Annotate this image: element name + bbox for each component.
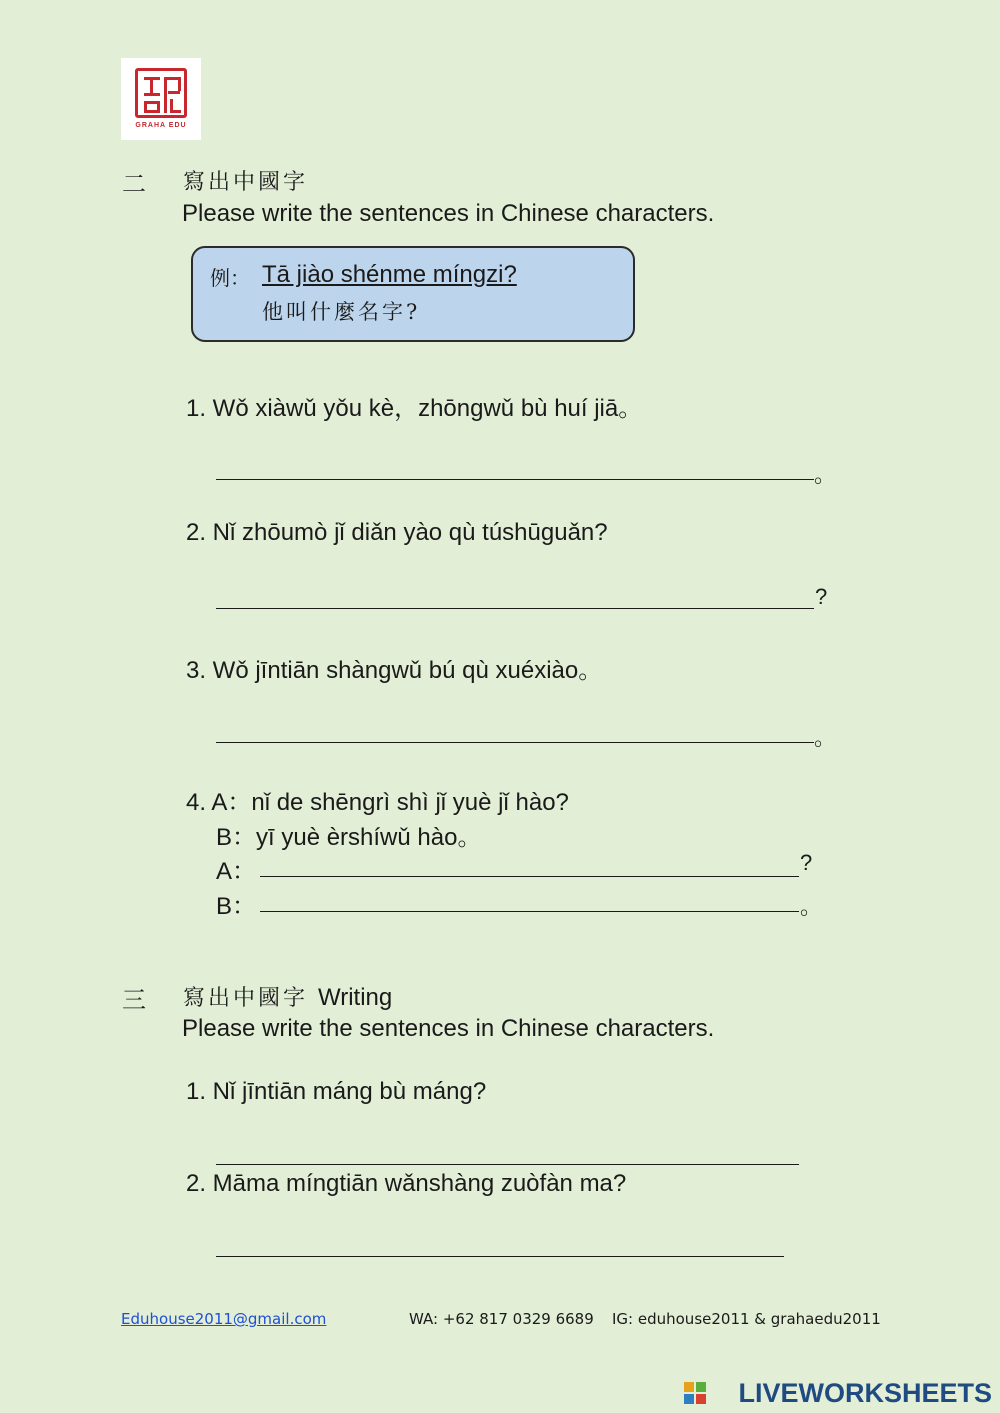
section-3-title-zh: 寫出中國字 [183, 986, 309, 1011]
writing-answer-line-2[interactable] [216, 1256, 784, 1257]
answer-line-1[interactable] [216, 479, 814, 480]
example-hanzi: 他叫什麼名字? [262, 300, 421, 324]
footer-email-link[interactable]: Eduhouse2011@gmail.com [121, 1310, 327, 1328]
question-4-line-b: B：yī yuè èrshíwǔ hào。 [216, 824, 482, 851]
writing-answer-line-1[interactable] [216, 1164, 799, 1165]
example-label: 例： [210, 266, 250, 290]
writing-question-1: 1. Nǐ jīntiān máng bù máng? [186, 1078, 487, 1105]
seal-icon [135, 68, 187, 118]
section-2-instruction: Please write the sentences in Chinese characters. [182, 200, 715, 227]
graha-edu-logo [121, 58, 201, 140]
question-1: 1. Wǒ xiàwǔ yǒu kè，zhōngwǔ bù huí jiā。 [186, 395, 643, 422]
answer-2-end: ? [815, 584, 828, 609]
section-2-title: 寫出中國字 [183, 170, 309, 195]
question-4-line-a: 4. A：nǐ de shēngrì shì jǐ yuè jǐ hào? [186, 789, 569, 816]
answer-line-4a[interactable] [260, 876, 799, 877]
liveworksheets-icon [684, 1382, 706, 1404]
answer-1-end: 。 [814, 462, 837, 487]
question-3: 3. Wǒ jīntiān shàngwǔ bú qù xuéxiào。 [186, 657, 603, 684]
footer-whatsapp: WA: +62 817 0329 6689 [409, 1310, 594, 1328]
section-2-number: 二 [122, 170, 146, 198]
section-3-instruction: Please write the sentences in Chinese characters. [182, 1015, 715, 1042]
section-3-number: 三 [122, 986, 146, 1014]
answer-4b-end: 。 [800, 894, 823, 919]
writing-question-2: 2. Māma míngtiān wǎnshàng zuòfàn ma? [186, 1170, 627, 1197]
answer-3-end: 。 [814, 725, 837, 750]
liveworksheets-text: LIVEWORKSHEETS [738, 1378, 992, 1408]
footer-instagram: IG: eduhouse2011 & grahaedu2011 [612, 1310, 881, 1328]
answer-line-3[interactable] [216, 742, 814, 743]
section-3-title-en: Writing [318, 984, 393, 1011]
section-3-title [183, 981, 392, 1012]
answer-line-4b[interactable] [260, 911, 799, 912]
answer-4a-label: A： [216, 858, 257, 885]
answer-4b-label: B： [216, 893, 257, 920]
question-2: 2. Nǐ zhōumò jǐ diǎn yào qù túshūguǎn? [186, 519, 608, 546]
answer-4a-end: ? [800, 850, 813, 875]
answer-line-2[interactable] [216, 608, 814, 609]
example-pinyin: Tā jiào shénme míngzi? [262, 261, 517, 288]
logo-brand-text: GRAHA EDU [135, 122, 187, 129]
